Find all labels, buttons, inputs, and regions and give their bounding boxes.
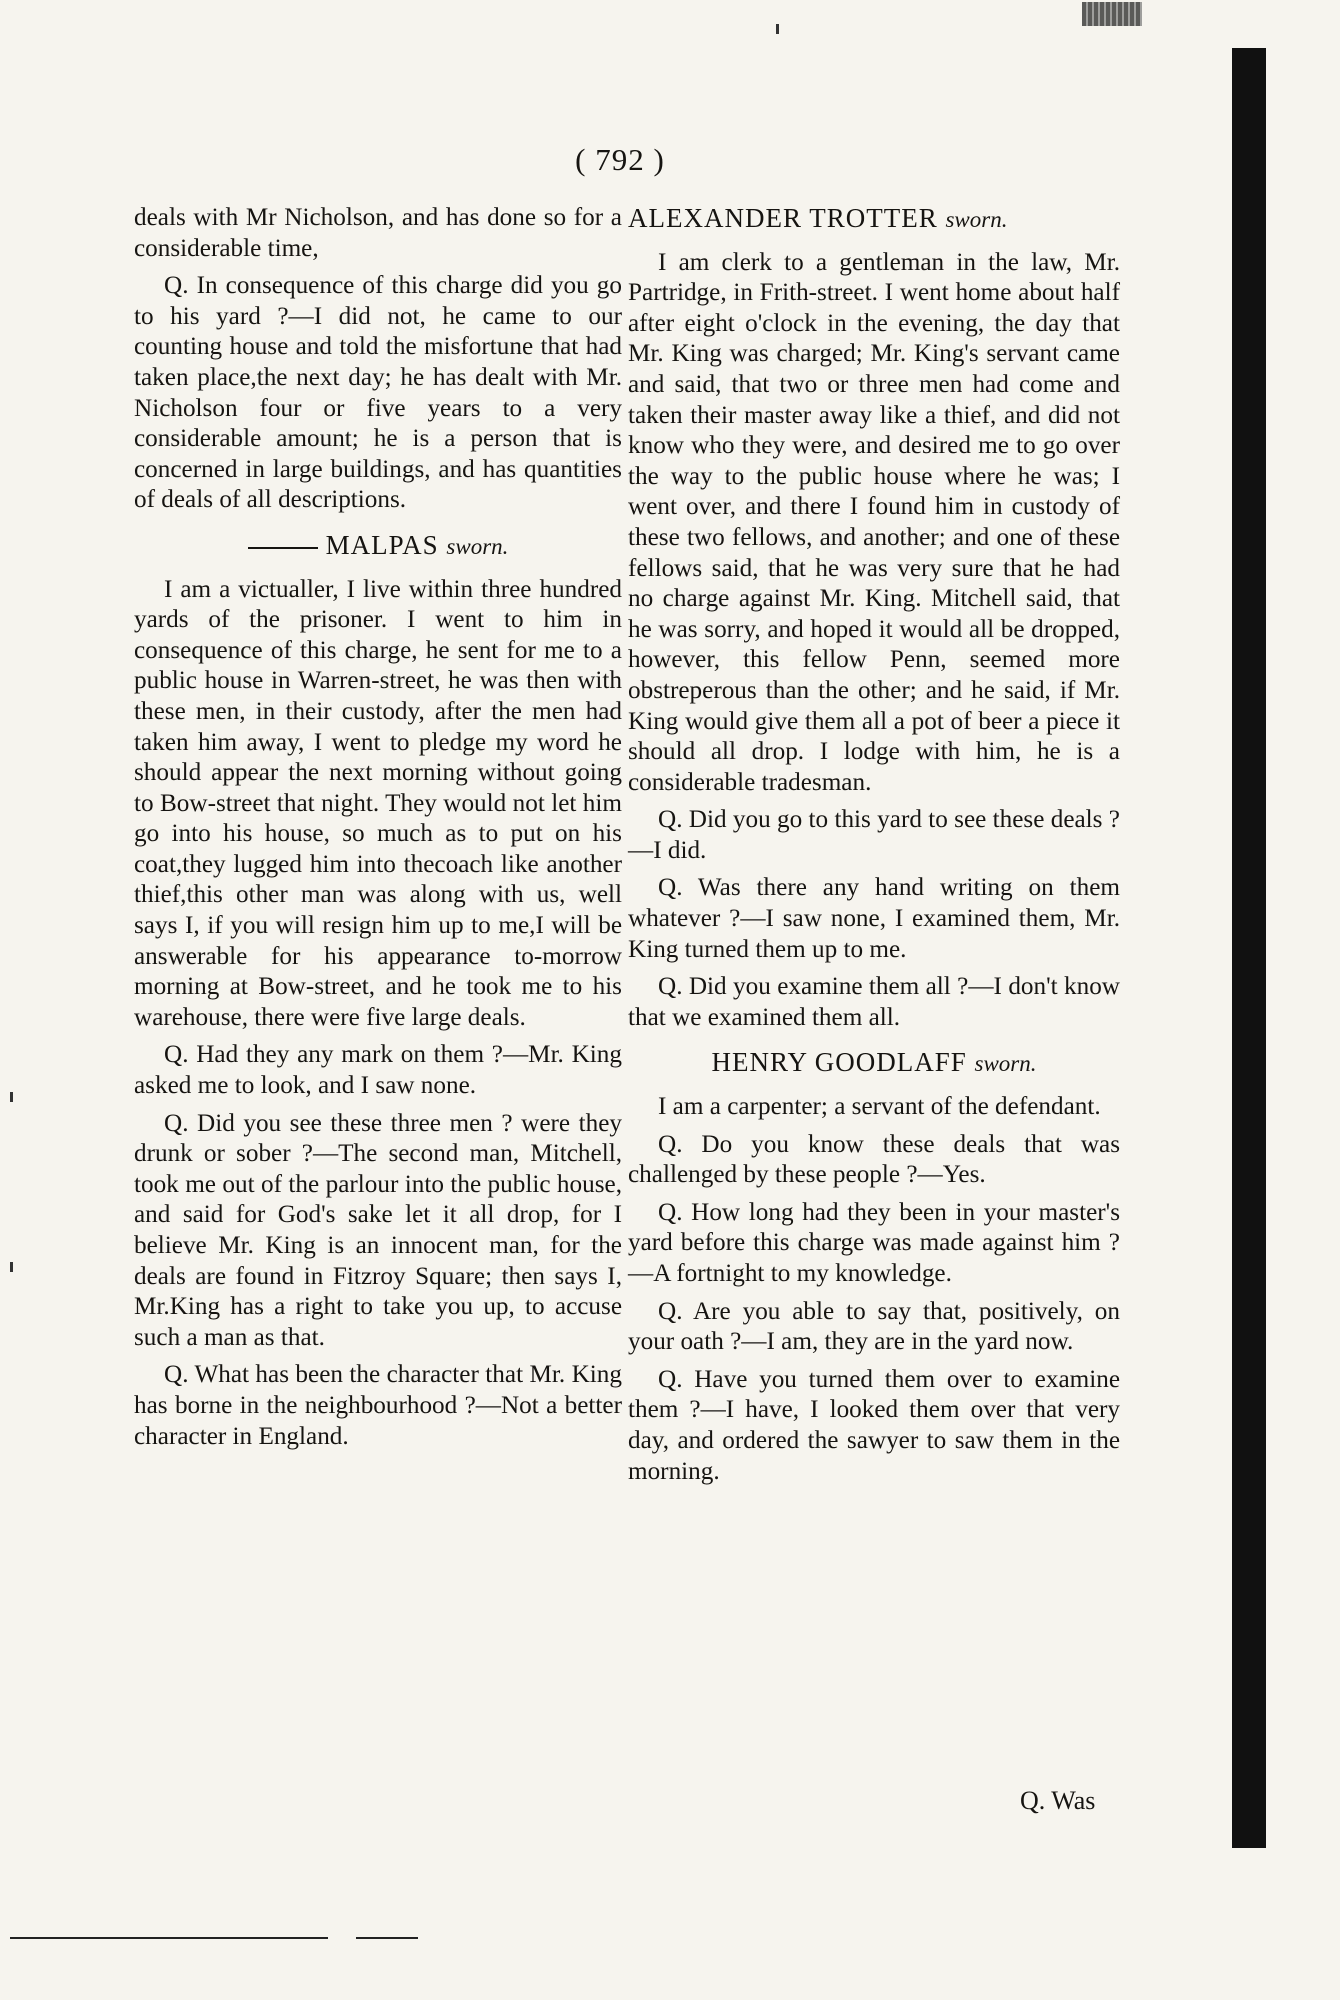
scan-speck <box>776 24 779 34</box>
left-question-2: Q. Had they any mark on them ?—Mr. King asked me to look, and I saw none. <box>134 1041 622 1100</box>
sworn-label: sworn. <box>945 207 1008 232</box>
witness-name: ALEXANDER TROTTER <box>628 203 938 233</box>
malpas-testimony: I am a victualler, I live within three hundred yards of the prisoner. I went to him in consequence of this charge, he sent for me to a public house in Warren-street, he was then with these men, in their custody, after the men had taken him away, I went to pledge my word he should appear the next morning without going to Bow-street that night. They would not let him go into his house, so much as to put on his coat,they lugged him into thecoach like another thief,this other man was along with us, well says I, if you will resign him up to me,I will be answerable for his appearance to-morrow morning at Bow-street, and he took me to his warehouse, there were five large deals. <box>134 575 622 1031</box>
right-question-1: Q. Did you go to this yard to see these deals ?—I did. <box>628 806 1120 864</box>
scan-speck <box>10 1092 13 1102</box>
scan-speck <box>10 1262 13 1272</box>
left-question-1: Q. In consequence of this charge did you go to his yard ?—I did not, he came to our counting house and told the misfortune that had taken place,the next day; he has dealt with Mr. Nicholson four or five years to a very considerable amount; he is a person that is concerned in large buildings, and has quantities of deals of all descriptions. <box>134 272 622 514</box>
witness-heading-trotter <box>628 203 1120 236</box>
left-question-4: Q. What has been the character that Mr. King has borne in the neighbourhood ?—Not a better character in England. <box>134 1361 622 1450</box>
right-question-3: Q. Did you examine them all ?—I don't know that we examined them all. <box>628 973 1120 1031</box>
sworn-label: sworn. <box>446 533 509 559</box>
right-question-5: Q. How long had they been in your master's yard before this charge was made against him ?—A fortnight to my knowledge. <box>628 1198 1120 1287</box>
left-question-3: Q. Did you see these three men ? were they drunk or sober ?—The second man, Mitchell, took me out of the parlour into the public house, and said for God's sake let it all drop, for I believe Mr. King is an innocent man, for the deals are found in Fitzroy Square; then says I, Mr.King has a right to take you up, to accuse such a man as that. <box>134 1109 622 1351</box>
bottom-rule <box>10 1937 328 1939</box>
witness-name: MALPAS <box>325 529 439 560</box>
right-question-4: Q. Do you know these deals that was challenged by these people ?—Yes. <box>628 1130 1120 1189</box>
right-question-7: Q. Have you turned them over to examine them ?—I have, I looked them over that very day, and ordered the sawyer to saw them in the morning. <box>628 1365 1120 1485</box>
witness-name: HENRY GOODLAFF <box>711 1047 967 1078</box>
heading-dash <box>248 547 318 549</box>
witness-heading-goodlaff <box>628 1047 1120 1080</box>
trotter-testimony: I am clerk to a gentleman in the law, Mr. Partridge, in Frith-street. I went home about half after eight o'clock in the evening, the day that Mr. King was charged; Mr. King's servant came and said, that two or three men had come and taken their master away like a thief, and did not know who they were, and desired me to go over the way to the public house where he was; I went over, and there I found him in custody of these two fellows, and another; and one of these fellows said, that he was very sure that he had no charge against Mr. King. Mitchell said, that he was sorry, and hoped it would all be dropped, however, this fellow Penn, seemed more obstreperous than the other; and he said, if Mr. King would give them all a pot of beer a piece it should all drop. I lodge with him, he is a considerable tradesman. <box>628 248 1120 796</box>
catchword: Q. Was <box>1020 1786 1096 1815</box>
goodlaff-testimony: I am a carpenter; a servant of the defendant. <box>658 1093 1101 1121</box>
sworn-label: sworn. <box>974 1051 1037 1077</box>
right-question-6: Q. Are you able to say that, positively, on your oath ?—I am, they are in the yard now. <box>628 1297 1120 1356</box>
right-column <box>628 203 1120 1494</box>
scan-corner-mark <box>1082 2 1142 26</box>
page-number: ( 792 ) <box>575 142 665 177</box>
binding-edge <box>1232 48 1266 1848</box>
left-column <box>134 203 622 1459</box>
witness-heading-malpas <box>134 530 622 563</box>
left-intro-paragraph: deals with Mr Nicholson, and has done so for a considerable time, <box>134 204 622 262</box>
bottom-rule-segment <box>356 1937 418 1939</box>
right-question-2: Q. Was there any hand writing on them whatever ?—I saw none, I examined them, Mr. King turned them up to me. <box>628 874 1120 963</box>
